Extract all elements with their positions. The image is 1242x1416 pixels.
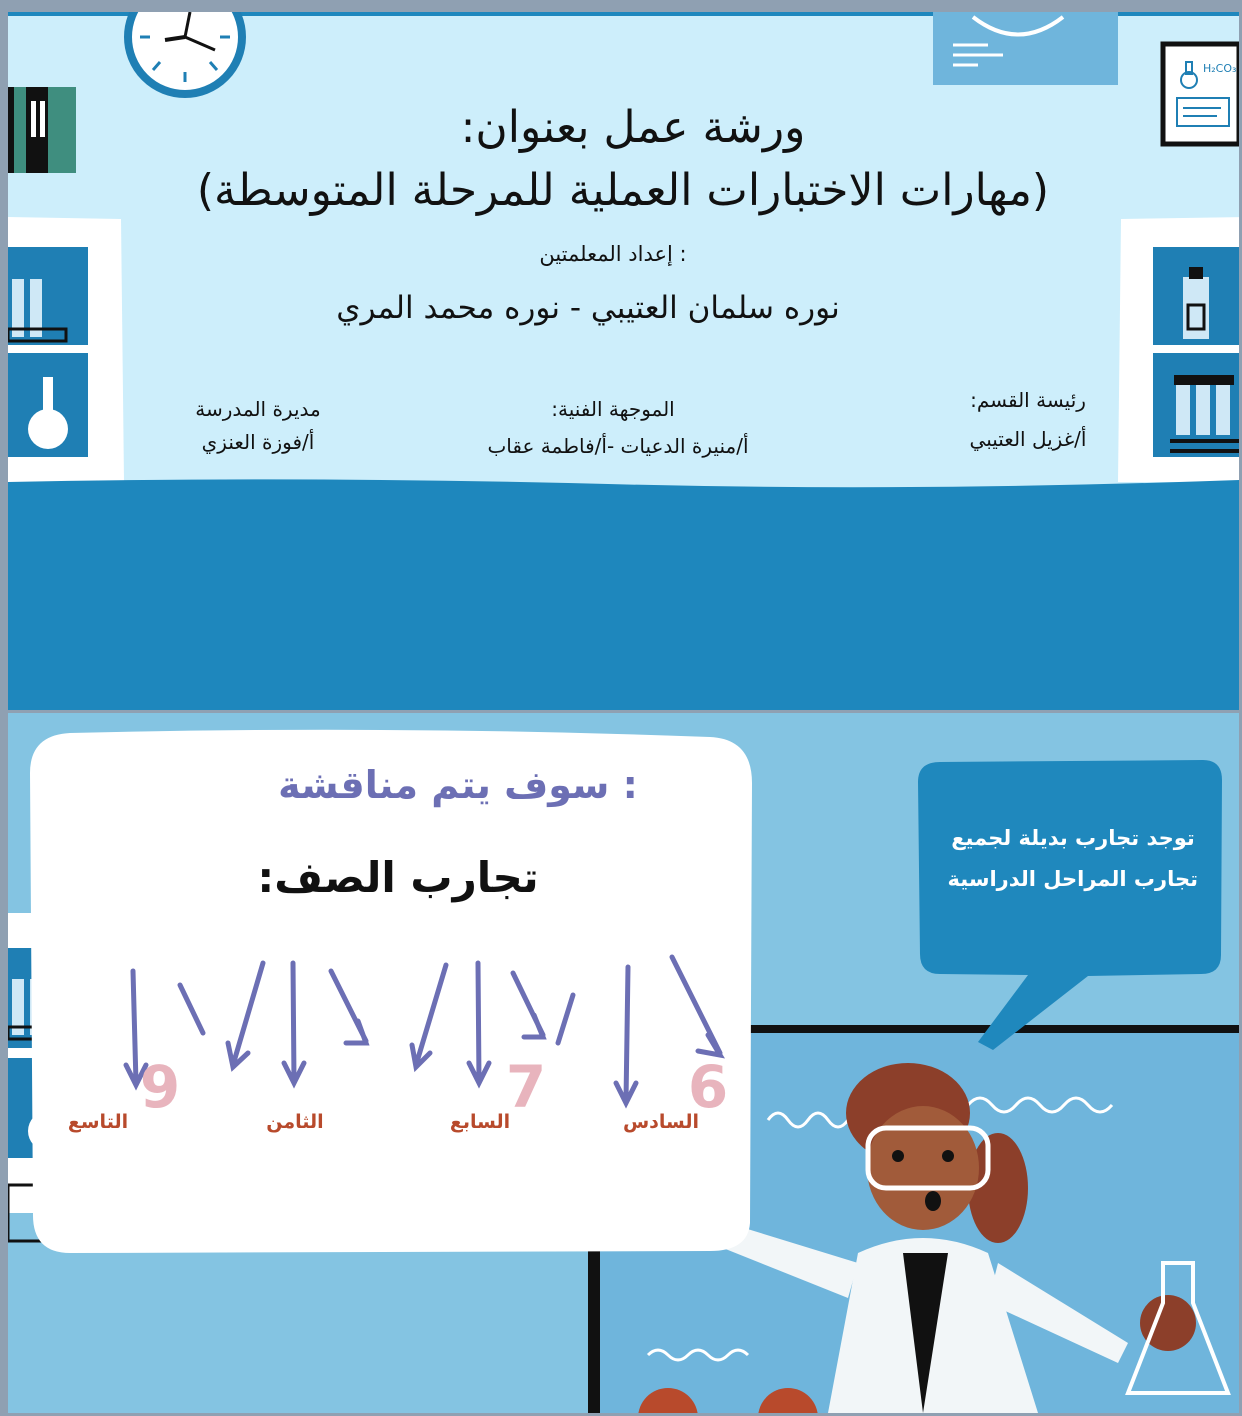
grade-label-eighth: الثامن xyxy=(266,1111,324,1133)
grade-number-9: 9 xyxy=(139,1053,181,1121)
grade-label-ninth: التاسع xyxy=(67,1111,129,1133)
department-head-role: رئيسة القسم: xyxy=(970,388,1086,412)
left-shelf-icon xyxy=(8,217,124,482)
grade-number-7: 7 xyxy=(505,1053,547,1121)
bubble-text-line-2: تجارب المراحل الدراسية xyxy=(947,867,1198,891)
authors-names: نوره سلمان العتيبي - نوره محمد المري xyxy=(336,290,840,326)
topics-slide xyxy=(8,713,1239,1413)
supervisor-role: الموجهة الفنية: xyxy=(551,397,675,421)
books-icon xyxy=(8,87,78,173)
grade-number-6: 6 xyxy=(687,1053,729,1121)
speech-bubble xyxy=(918,760,1223,1055)
grade-label-seventh: السابع xyxy=(449,1111,511,1133)
arrow-icon xyxy=(558,995,573,1043)
arrow-icon xyxy=(513,973,543,1037)
discussion-heading: : سوف يتم مناقشة xyxy=(278,763,638,807)
arrow-icon xyxy=(331,971,366,1043)
arrow-icon xyxy=(284,963,304,1083)
arrow-icon xyxy=(228,963,263,1067)
chemistry-frame-icon xyxy=(1161,42,1239,150)
arrow-icon xyxy=(469,963,489,1083)
arrows-group xyxy=(118,953,738,1093)
bottom-band xyxy=(8,474,1239,710)
arrow-icon xyxy=(616,967,636,1103)
svg-text:H₂CO₃: H₂CO₃ xyxy=(1203,62,1237,75)
principal-role: مديرة المدرسة xyxy=(195,397,321,421)
arrow-icon xyxy=(672,957,720,1055)
supervisor-names: أ/منيرة الدعيات -أ/فاطمة عقاب xyxy=(487,434,749,458)
board-icon xyxy=(933,12,1118,85)
arrow-icon xyxy=(412,965,446,1067)
department-head-name: أ/غزيل العتيبي xyxy=(969,427,1087,451)
arrow-icon xyxy=(180,985,203,1033)
bubble-text-line-1: توجد تجارب بديلة لجميع xyxy=(951,826,1195,850)
scientist-illustration xyxy=(708,1053,1239,1413)
class-experiments-heading: تجارب الصف: xyxy=(257,853,539,902)
right-shelf-icon xyxy=(1118,217,1239,482)
clock-icon xyxy=(120,12,250,102)
title-line-2: (مهارات الاختبارات العملية للمرحلة المتوسطة) xyxy=(196,165,1050,216)
title-slide xyxy=(8,12,1239,710)
grade-label-sixth: السادس xyxy=(622,1111,700,1133)
prepared-by-label: : إعداد المعلمتين xyxy=(539,242,687,266)
principal-name: أ/فوزة العنزي xyxy=(201,430,315,454)
title-line-1: ورشة عمل بعنوان: xyxy=(460,102,806,153)
